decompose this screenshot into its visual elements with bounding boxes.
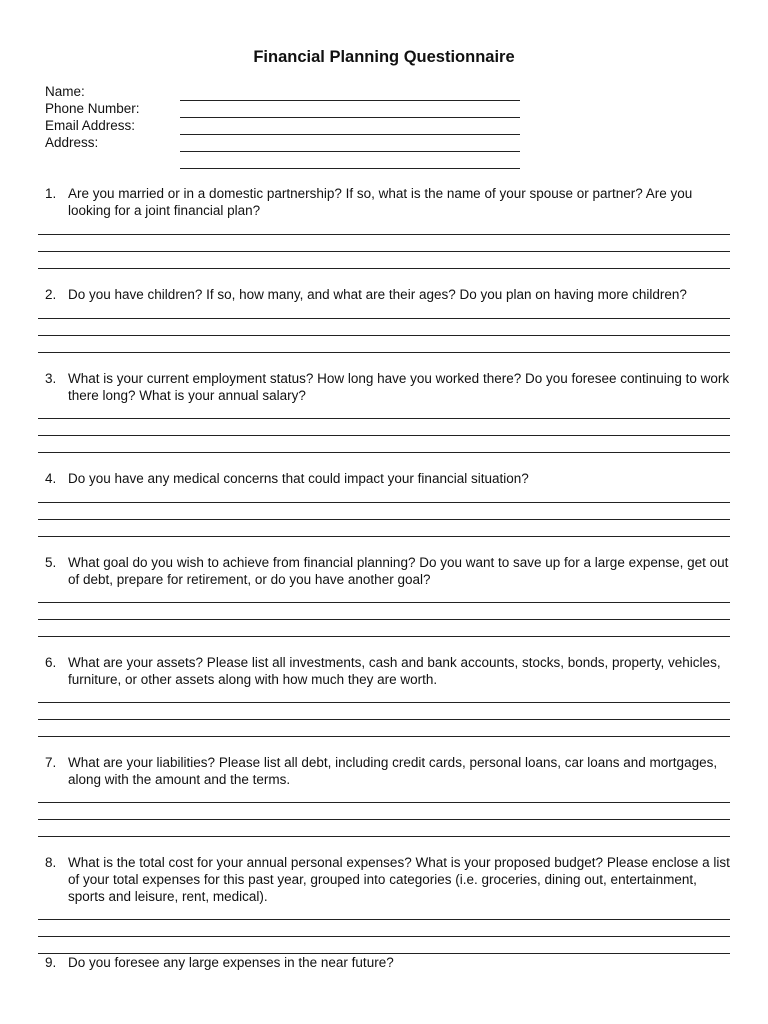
- email-address-label: Email Address:: [45, 118, 136, 133]
- answer-line[interactable]: [38, 636, 730, 637]
- answer-line[interactable]: [38, 335, 730, 336]
- question-text: Do you have any medical concerns that could impact your financial situation?: [68, 471, 529, 486]
- name-answer-line[interactable]: [180, 100, 520, 101]
- question-number: 2.: [45, 287, 57, 302]
- question-text: What are your assets? Please list all investments, cash and bank accounts, stocks, bonds, property, vehicles, furniture, or other assets along with how much they are worth.: [68, 655, 721, 687]
- question-text: What is the total cost for your annual personal expenses? What is your proposed budget? Please enclose a list of your total expenses for this past year, grouped into categories (i.e. groceries, dining out, entertainment, sports and leisure, rent, medical).: [68, 855, 730, 904]
- page-title: Financial Planning Questionnaire: [253, 48, 515, 66]
- answer-line[interactable]: [38, 602, 730, 603]
- question-number: 3.: [45, 371, 57, 386]
- question-4: [45, 470, 735, 487]
- question-number: 5.: [45, 555, 57, 570]
- question-1: [45, 185, 735, 219]
- answer-line[interactable]: [38, 268, 730, 269]
- question-3: [45, 370, 735, 404]
- question-number: 7.: [45, 755, 57, 770]
- question-text: What is your current employment status? How long have you worked there? Do you foresee continuing to work there long? What is your annual salary?: [68, 371, 730, 403]
- question-number: 8.: [45, 855, 57, 870]
- answer-line[interactable]: [38, 819, 730, 820]
- answer-line[interactable]: [38, 936, 730, 937]
- question-number: 4.: [45, 471, 57, 486]
- email-address-answer-line[interactable]: [180, 134, 520, 135]
- answer-line[interactable]: [38, 519, 730, 520]
- phone-number-label: Phone Number:: [45, 101, 140, 116]
- question-text: What are your liabilities? Please list all debt, including credit cards, personal loans, car loans and mortgages, along with the amount and the terms.: [68, 755, 718, 787]
- answer-line[interactable]: [38, 352, 730, 353]
- answer-line[interactable]: [38, 736, 730, 737]
- answer-line[interactable]: [38, 802, 730, 803]
- answer-line[interactable]: [38, 251, 730, 252]
- answer-line[interactable]: [38, 502, 730, 503]
- question-8: [45, 854, 735, 905]
- address-label: Address:: [45, 135, 99, 150]
- question-text: Do you have children? If so, how many, and what are their ages? Do you plan on having more children?: [68, 287, 687, 302]
- question-5: [45, 554, 735, 588]
- question-text: Do you foresee any large expenses in the near future?: [68, 955, 394, 970]
- address-answer-line[interactable]: [180, 168, 520, 169]
- question-number: 6.: [45, 655, 57, 670]
- question-text: Are you married or in a domestic partnership? If so, what is the name of your spouse or partner? Are you looking for a joint financial plan?: [68, 186, 693, 218]
- answer-line[interactable]: [38, 836, 730, 837]
- answer-line[interactable]: [38, 536, 730, 537]
- question-6: [45, 654, 735, 688]
- address-answer-line[interactable]: [180, 151, 520, 152]
- answer-line[interactable]: [38, 318, 730, 319]
- answer-line[interactable]: [38, 418, 730, 419]
- question-9: [45, 954, 735, 971]
- answer-line[interactable]: [38, 435, 730, 436]
- answer-line[interactable]: [38, 919, 730, 920]
- answer-line[interactable]: [38, 234, 730, 235]
- question-2: [45, 286, 735, 303]
- answer-line[interactable]: [38, 452, 730, 453]
- question-number: 9.: [45, 955, 57, 970]
- question-text: What goal do you wish to achieve from financial planning? Do you want to save up for a large expense, get out of debt, prepare for retirement, or do you have another goal?: [68, 555, 729, 587]
- answer-line[interactable]: [38, 619, 730, 620]
- phone-number-answer-line[interactable]: [180, 117, 520, 118]
- answer-line[interactable]: [38, 719, 730, 720]
- question-7: [45, 754, 735, 788]
- question-number: 1.: [45, 186, 57, 201]
- answer-line[interactable]: [38, 702, 730, 703]
- name-label: Name:: [45, 84, 85, 99]
